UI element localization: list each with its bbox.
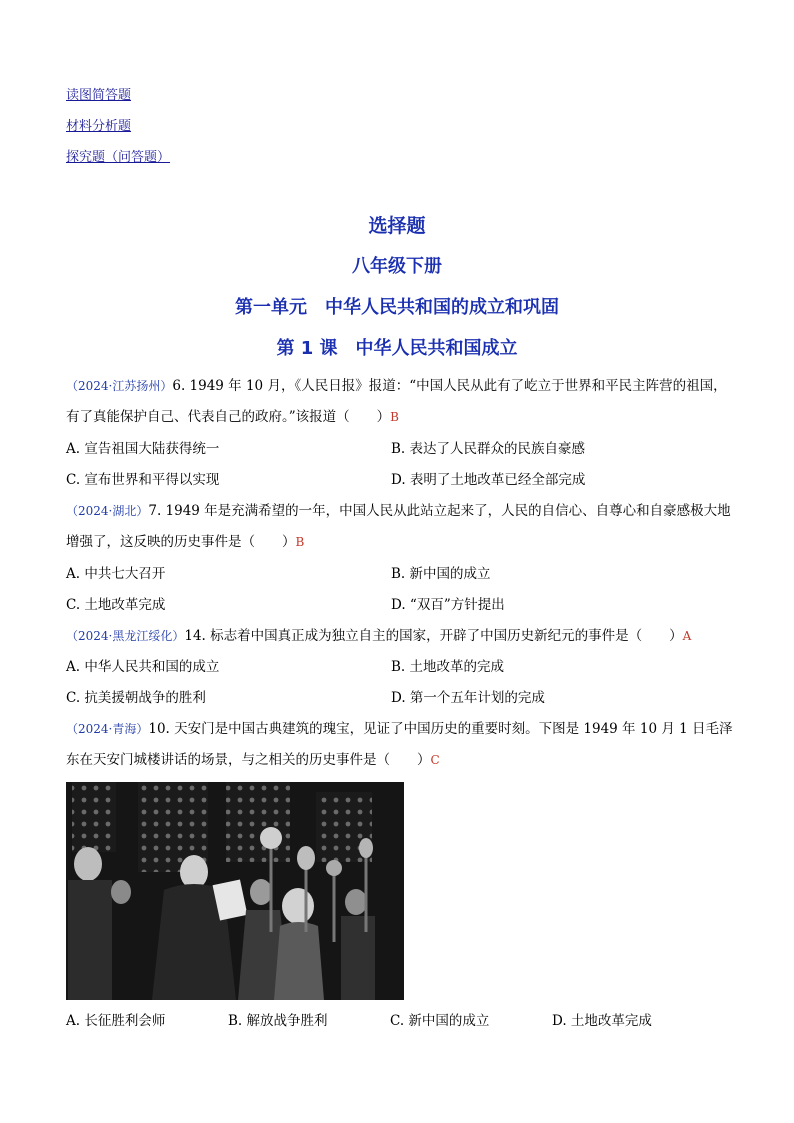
option-b: B. 解放战争胜利: [228, 1013, 328, 1029]
option-a: A. 中共七大召开: [66, 566, 166, 582]
question-source: （2024·黑龙江绥化）: [66, 629, 185, 643]
answer-key: A: [682, 629, 692, 643]
question-1-options: [66, 434, 734, 496]
tiananmen-photo: [66, 782, 404, 1000]
nav-link-inquiry-questions[interactable]: 探究题（问答题）: [66, 150, 171, 165]
option-a: A. 长征胜利会师: [66, 1013, 166, 1029]
option-c: C. 土地改革完成: [66, 597, 166, 613]
answer-key: B: [295, 535, 305, 549]
question-text: 6. 1949 年 10 月，《人民日报》报道：“中国人民从此有了屹立于世界和平民主阵营的祖国，有了真能保护自己、代表自己的政府。”该报道（ ）: [66, 378, 727, 425]
option-b: B. 新中国的成立: [391, 566, 491, 582]
lesson-title: 第 1 课 中华人民共和国成立: [276, 338, 518, 359]
question-3: [66, 621, 734, 652]
answer-key: C: [430, 753, 440, 767]
question-4: [66, 714, 734, 776]
option-a: A. 中华人民共和国的成立: [66, 659, 220, 675]
question-text: 7. 1949 年是充满希望的一年，中国人民从此站立起来了，人民的自信心、自尊心和自豪感极大地增强了，这反映的历史事件是（ ）: [66, 503, 731, 550]
answer-key: B: [390, 410, 399, 424]
question-source: （2024·湖北）: [66, 504, 149, 518]
nav-links: [66, 86, 170, 179]
question-source: （2024·江苏扬州）: [66, 379, 173, 393]
option-c: C. 新中国的成立: [390, 1013, 490, 1029]
option-d: D. 第一个五年计划的完成: [391, 690, 545, 706]
grade-title: 八年级下册: [352, 256, 442, 277]
option-c: C. 宣布世界和平得以实现: [66, 472, 220, 488]
question-2-options: [66, 559, 734, 621]
option-c: C. 抗美援朝战争的胜利: [66, 690, 206, 706]
question-4-options: [66, 1006, 734, 1037]
question-source: （2024·青海）: [66, 722, 149, 736]
option-d: D. “双百”方针提出: [391, 597, 505, 613]
option-b: B. 土地改革的完成: [391, 659, 505, 675]
question-2: [66, 496, 734, 558]
option-b: B. 表达了人民群众的民族自豪感: [391, 441, 586, 457]
unit-title: 第一单元 中华人民共和国的成立和巩固: [235, 297, 559, 318]
question-1: [66, 371, 734, 433]
question-text: 14. 标志着中国真正成为独立自主的国家，开辟了中国历史新纪元的事件是（ ）: [184, 628, 683, 644]
option-a: A. 宣告祖国大陆获得统一: [66, 441, 220, 457]
headings: [0, 212, 794, 376]
nav-link-image-questions[interactable]: 读图简答题: [66, 88, 132, 103]
section-title: 选择题: [368, 215, 426, 237]
option-d: D. 土地改革完成: [552, 1013, 652, 1029]
question-text: 10. 天安门是中国古典建筑的瑰宝，见证了中国历史的重要时刻。下图是 1949 年 10 月 1 日毛泽东在天安门城楼讲话的场景，与之相关的历史事件是（ ）: [66, 721, 733, 768]
question-3-options: [66, 652, 734, 714]
option-d: D. 表明了土地改革已经全部完成: [391, 472, 586, 488]
nav-link-material-analysis[interactable]: 材料分析题: [66, 119, 132, 134]
